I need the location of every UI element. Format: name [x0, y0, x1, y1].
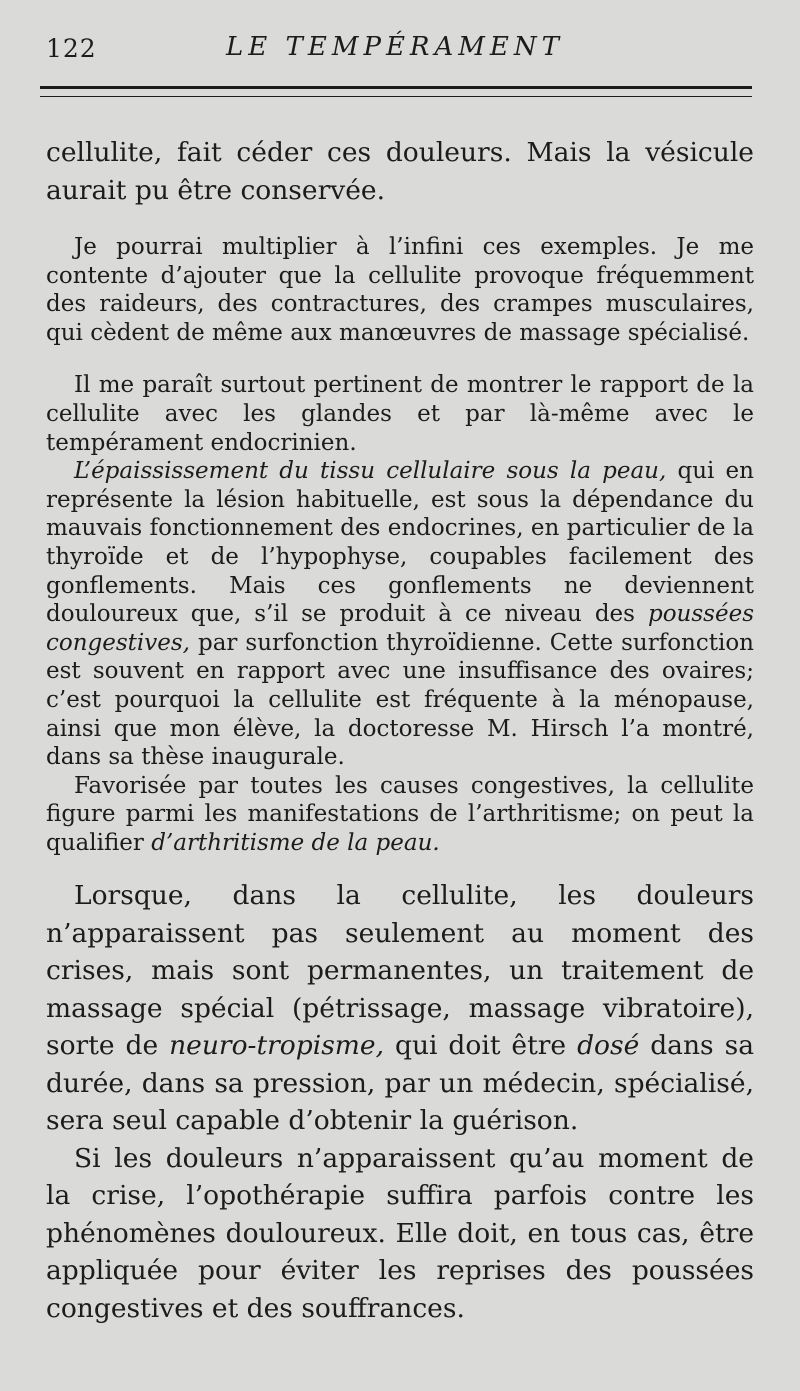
header-rule-thin — [40, 96, 752, 97]
text-thickening-2: par surfonction thyroïdienne. Cette surfonction est souvent en rapport avec une insuffisance des ovaires; c’est pourquoi la cellulite est fréquente à la ménopause, ainsi que mon élève, la doctoresse M. Hirsch l’a montré, dans sa thèse inaugurale. — [46, 629, 754, 771]
page-header — [46, 30, 750, 74]
paragraph-thickening — [46, 457, 754, 772]
page-number: 122 — [46, 34, 97, 63]
paragraph-arthritism — [46, 772, 754, 858]
paragraph-examples: Je pourrai multiplier à l’infini ces exemples. Je me contente d’ajouter que la cellulite provoque fréquemment des raideurs, des contractures, des crampes musculaires, qui cèdent de même aux manœuvres de massage spécialisé. — [46, 234, 754, 346]
running-title: LE TEMPÉRAMENT — [226, 32, 564, 62]
text-treatment-3: dans sa durée, dans sa pression, par un médecin, spécialisé, sera seul capable d’obtenir la guérison. — [46, 1030, 754, 1137]
text-thickening-1: qui en représente la lésion habituelle, est sous la dépendance du mauvais fonctionnement des endocrines, en particulier de la thyroïde et de l’hypophyse, coupables facilement des gonflements. Mais ces gonflements ne deviennent douloureux que, s’il se produit à ce niveau des — [46, 458, 754, 628]
text-treatment-1: Lorsque, dans la cellulite, les douleurs n’apparaissent pas seulement au moment des crises, mais sont permanentes, un traitement de massage spécial (pétrissage, massage vibratoire), sorte de — [46, 880, 754, 1062]
italic-dose: dosé — [577, 1030, 640, 1062]
italic-arthritism: d’arthritisme de la peau. — [151, 829, 440, 856]
paragraph-treatment — [46, 877, 754, 1140]
paragraph-opotherapy: Si les douleurs n’apparaissent qu’au moment de la crise, l’opothérapie suffira parfois contre les phénomènes douloureux. Elle doit, en tous cas, être appliquée pour éviter les reprises des poussées congestives et des souffrances. — [46, 1142, 754, 1324]
text-arthritism: Favorisée par toutes les causes congestives, la cellulite figure parmi les manifestations de l’arthritisme; on peut la qualifier — [46, 772, 754, 856]
italic-neuro-tropisme: neuro-tropisme, — [169, 1030, 385, 1062]
header-rule — [40, 86, 752, 89]
italic-congestive: poussées congestives, — [46, 601, 754, 656]
italic-thickening: L’épaississement du tissu cellulaire sous la peau, — [74, 458, 667, 485]
paragraph-glands: Il me paraît surtout pertinent de montrer le rapport de la cellulite avec les glandes et par là-même avec le tempérament endocrinien. — [46, 372, 754, 456]
text-treatment-2: qui doit être — [384, 1030, 578, 1062]
body-text — [46, 134, 754, 1327]
paragraph-continuation: cellulite, fait céder ces douleurs. Mais la vésicule aurait pu être conservée. — [46, 137, 754, 206]
